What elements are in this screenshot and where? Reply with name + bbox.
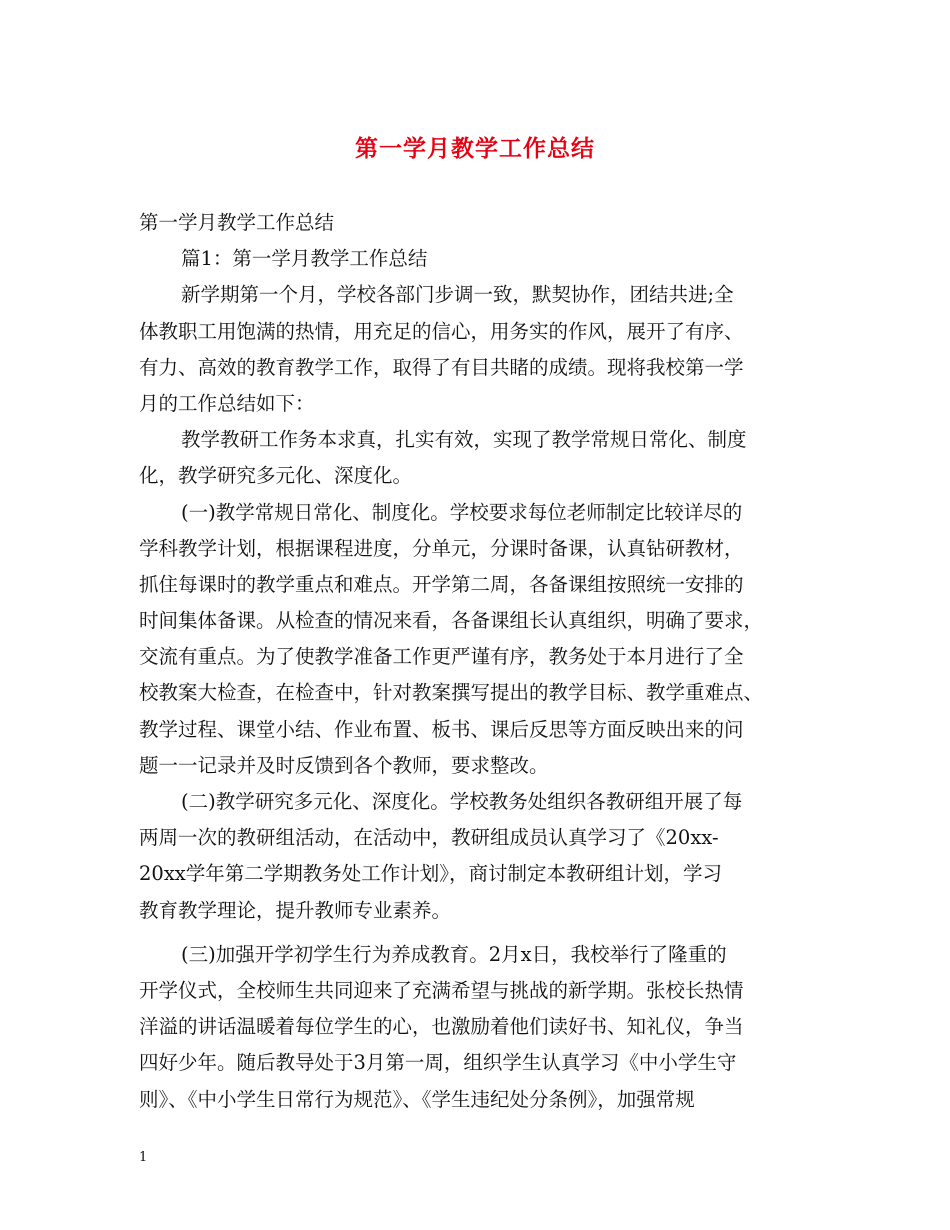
text-line: 月的工作总结如下： <box>139 391 315 415</box>
page-number: 1 <box>139 1150 148 1165</box>
text-line: 则》、《中小学生日常行为规范》、《学生违纪处分条例》，加强常规 <box>139 1087 695 1111</box>
text-line: 学科教学计划，根据课程进度，分单元，分课时备课，认真钻研教材， <box>139 536 744 560</box>
text-line: (一)教学常规日常化、制度化。学校要求每位老师制定比较详尽的 <box>181 500 743 524</box>
text-line: 篇1：第一学月教学工作总结 <box>181 247 428 271</box>
text-line: 20xx学年第二学期教务处工作计划》，商讨制定本教研组计划，学习 <box>139 862 723 886</box>
text-line: (三)加强开学初学生行为养成教育。2月x日，我校举行了隆重的 <box>181 942 727 966</box>
text-line: 四好少年。随后教导处于3月第一周，组织学生认真学习《中小学生守 <box>139 1051 737 1075</box>
text-line: 教育教学理论，提升教师专业素养。 <box>139 898 452 922</box>
text-line: 化，教学研究多元化、深度化。 <box>139 464 413 488</box>
text-line: 开学仪式，全校师生共同迎来了充满希望与挑战的新学期。张校长热情 <box>139 978 744 1002</box>
text-line: 教学教研工作务本求真，扎实有效，实现了教学常规日常化、制度 <box>181 428 747 452</box>
text-line: 新学期第一个月，学校各部门步调一致，默契协作，团结共进;全 <box>181 283 734 307</box>
text-line: 校教案大检查，在检查中，针对教案撰写提出的教学目标、教学重难点、 <box>139 681 764 705</box>
text-line: 教学过程、课堂小结、作业布置、板书、课后反思等方面反映出来的问 <box>139 717 744 741</box>
text-line: 体教职工用饱满的热情，用充足的信心，用务实的作风，展开了有序、 <box>139 319 744 343</box>
document-body <box>139 205 829 1118</box>
text-line: 第一学月教学工作总结 <box>139 211 335 234</box>
text-line: 题一一记录并及时反馈到各个教师，要求整改。 <box>139 753 549 777</box>
text-line: 两周一次的教研组活动，在活动中，教研组成员认真学习了《20xx- <box>139 826 719 850</box>
document-title: 第一学月教学工作总结 <box>355 135 595 162</box>
text-line: 抓住每课时的教学重点和难点。开学第二周，各备课组按照统一安排的 <box>139 572 744 596</box>
text-line: 有力、高效的教育教学工作，取得了有目共睹的成绩。现将我校第一学 <box>139 355 744 379</box>
text-line: (二)教学研究多元化、深度化。学校教务处组织各教研组开展了每 <box>181 790 743 813</box>
text-line: 时间集体备课。从检查的情况来看，各备课组长认真组织，明确了要求， <box>139 609 764 633</box>
text-line: 洋溢的讲话温暖着每位学生的心，也激励着他们读好书、知礼仪，争当 <box>139 1015 744 1039</box>
text-line: 交流有重点。为了使教学准备工作更严谨有序，教务处于本月进行了全 <box>139 645 744 669</box>
